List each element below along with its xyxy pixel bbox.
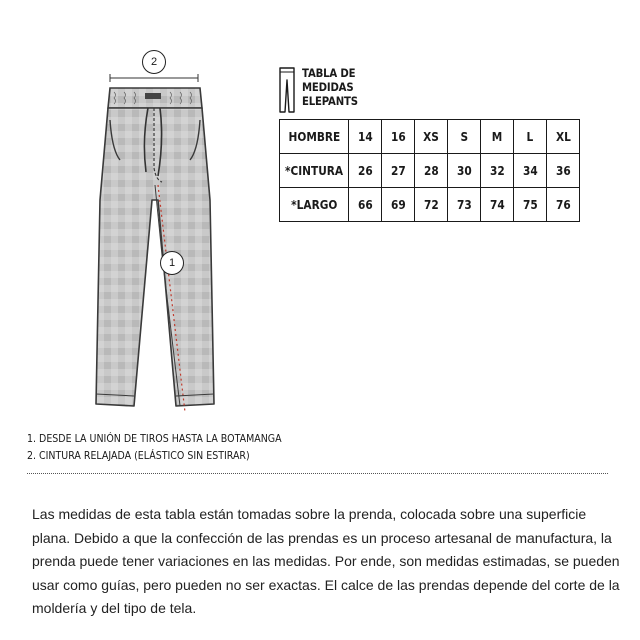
waist-measure-line (110, 74, 198, 82)
marker-2: 2 (142, 50, 166, 74)
size-header: 14 (349, 120, 382, 154)
size-header: XL (547, 120, 580, 154)
table-cell: 32 (481, 154, 514, 188)
size-header: 16 (382, 120, 415, 154)
table-cell: 36 (547, 154, 580, 188)
size-header: XS (415, 120, 448, 154)
table-cell: 76 (547, 188, 580, 222)
size-header: M (481, 120, 514, 154)
table-cell: 27 (382, 154, 415, 188)
table-cell: 72 (415, 188, 448, 222)
marker-1: 1 (160, 251, 184, 275)
table-cell: 34 (514, 154, 547, 188)
note-2: 2. CINTURA RELAJADA (ELÁSTICO SIN ESTIRAR) (27, 449, 250, 462)
table-cell: 66 (349, 188, 382, 222)
row-label: *LARGO (280, 188, 349, 222)
table-cell: 26 (349, 154, 382, 188)
table-cell: 74 (481, 188, 514, 222)
table-cell: 75 (514, 188, 547, 222)
dotted-divider (27, 473, 608, 474)
table-cell: 69 (382, 188, 415, 222)
title-line-3: ELEPANTS (302, 94, 358, 108)
measurement-notes (27, 430, 282, 464)
row-label: *CINTURA (280, 154, 349, 188)
table-header-row (280, 120, 580, 154)
size-header: L (514, 120, 547, 154)
pants-outline-icon (278, 66, 296, 114)
title-line-1: TABLA DE (302, 66, 356, 80)
header-label: HOMBRE (280, 120, 349, 154)
disclaimer-paragraph: Las medidas de esta tabla están tomadas sobre la prenda, colocada sobre una superficie plana. Debido a que la confección de las prendas es un proceso artesanal de manufactura, la prenda puede tener variaciones en las medidas. Por ende, son medidas estimadas, se pueden usar como guías, pero pueden no ser exactas. El calce de las prendas depende del corte de la moldería y del tipo de tela. (32, 506, 620, 616)
table-cell: 30 (448, 154, 481, 188)
table-row-largo (280, 188, 580, 222)
size-table (279, 119, 580, 222)
table-cell: 73 (448, 188, 481, 222)
pants-body (96, 108, 214, 406)
size-header: S (448, 120, 481, 154)
note-1: 1. DESDE LA UNIÓN DE TIROS HASTA LA BOTAMANGA (27, 432, 282, 445)
table-row-cintura (280, 154, 580, 188)
size-chart-title (278, 66, 365, 114)
title-line-2: MEDIDAS (302, 80, 354, 94)
pants-illustration (90, 40, 240, 420)
table-cell: 28 (415, 154, 448, 188)
